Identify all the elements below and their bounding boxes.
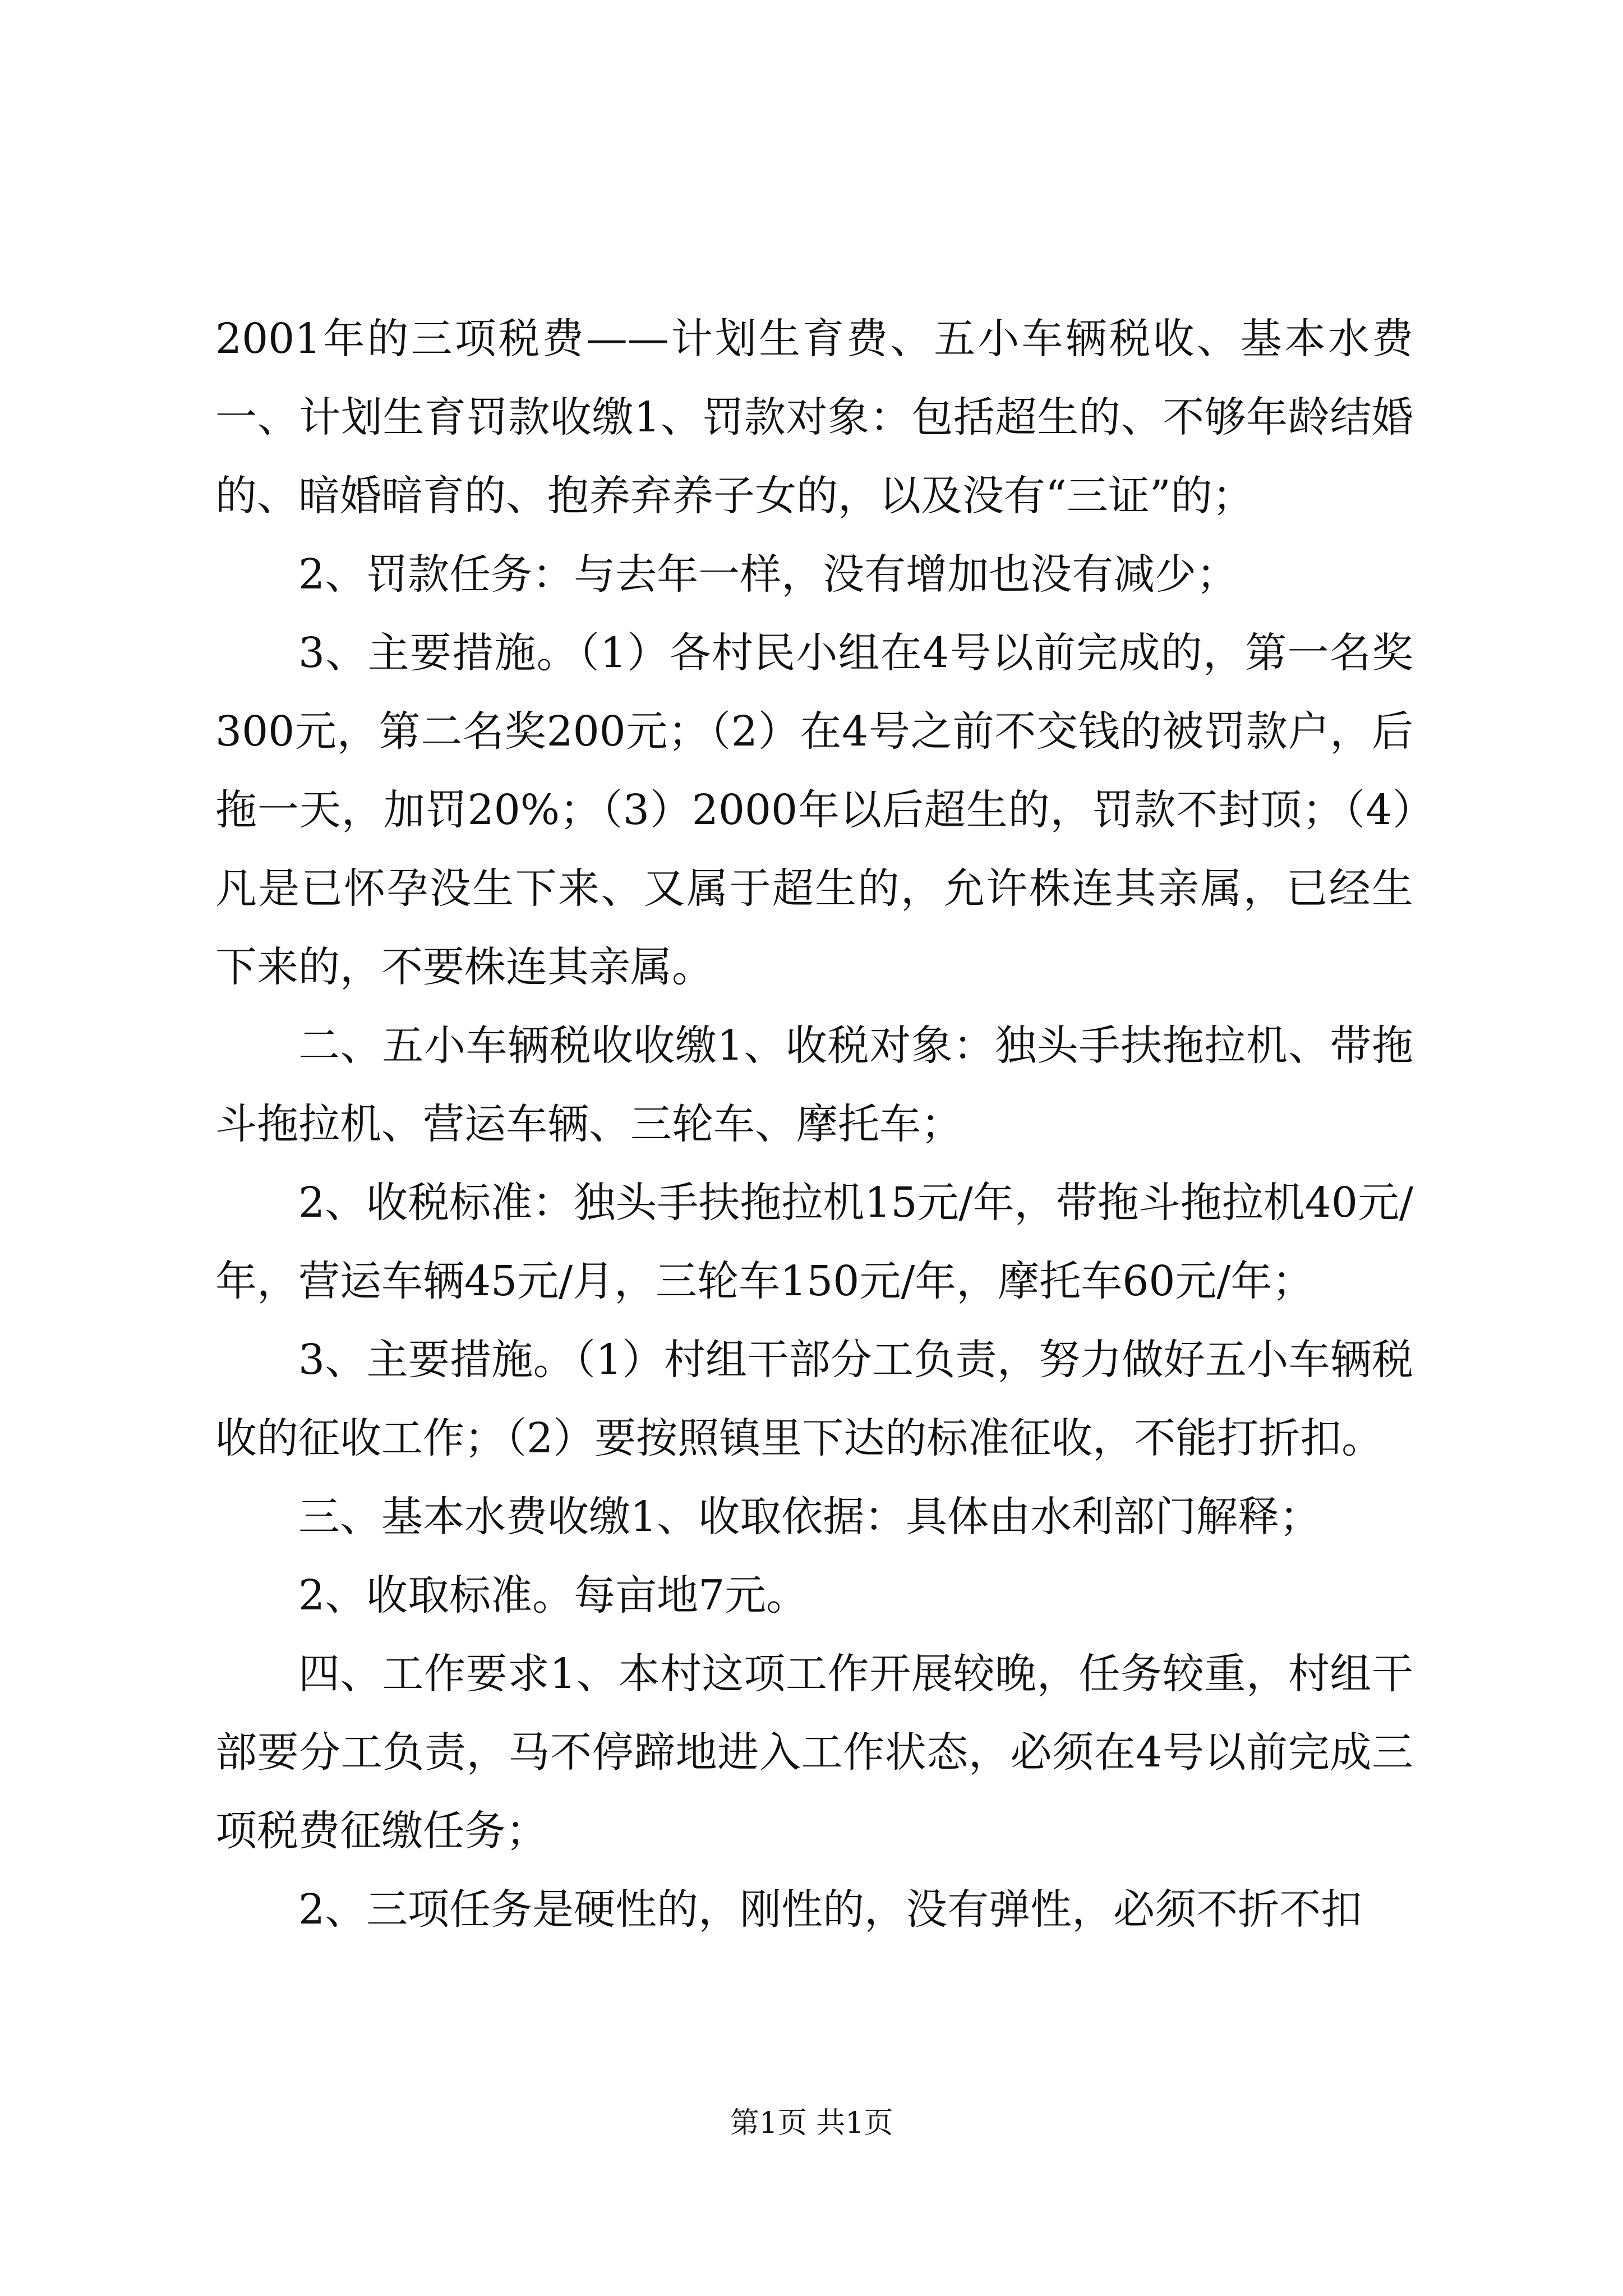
paragraph: 2、收税标准：独头手扶拖拉机15元/年，带拖斗拖拉机40元/年，营运车辆45元/月，三轮车150元/年，摩托车60元/年； — [215, 1179, 1413, 1305]
paragraph: 二、五小车辆税收收缴1、收税对象：独头手扶拖拉机、带拖斗拖拉机、营运车辆、三轮车、摩托车； — [215, 1022, 1413, 1148]
paragraph: 三、基本水费收缴1、收取依据：具体由水利部门解释； — [298, 1493, 1321, 1541]
document-body — [215, 300, 1413, 1949]
paragraph: 2、罚款任务：与去年一样，没有增加也没有减少； — [298, 550, 1238, 599]
paragraph: 四、工作要求1、本村这项工作开展较晚，任务较重，村组干部要分工负责，马不停蹄地进入工作状态，必须在4号以前完成三项税费征缴任务； — [215, 1650, 1413, 1855]
paragraph: 2、收取标准。每亩地7元。 — [298, 1571, 808, 1619]
paragraph: 3、主要措施。（1）村组干部分工负责，努力做好五小车辆税收的征收工作；（2）要按照镇里下达的标准征收，不能打折扣。 — [215, 1336, 1413, 1462]
paragraph: 2001年的三项税费——计划生育费、五小车辆税收、基本水费一、计划生育罚款收缴1、罚款对象：包括超生的、不够年龄结婚的、暗婚暗育的、抱养弃养子女的，以及没有“三证”的； — [215, 315, 1413, 520]
paragraph: 3、主要措施。（1）各村民小组在4号以前完成的，第一名奖300元，第二名奖200元；（2）在4号之前不交钱的被罚款户，后拖一天，加罚20%；（3）2000年以后超生的，罚款不封顶；（4）凡是已怀孕没生下来、又属于超生的，允许株连其亲属，已经生下来的，不要株连其亲属。 — [215, 629, 1413, 991]
page-number-footer: 第1页 共1页 — [730, 2106, 893, 2140]
paragraph: 2、三项任务是硬性的，刚性的，没有弹性，必须不折不扣 — [298, 1885, 1363, 1934]
